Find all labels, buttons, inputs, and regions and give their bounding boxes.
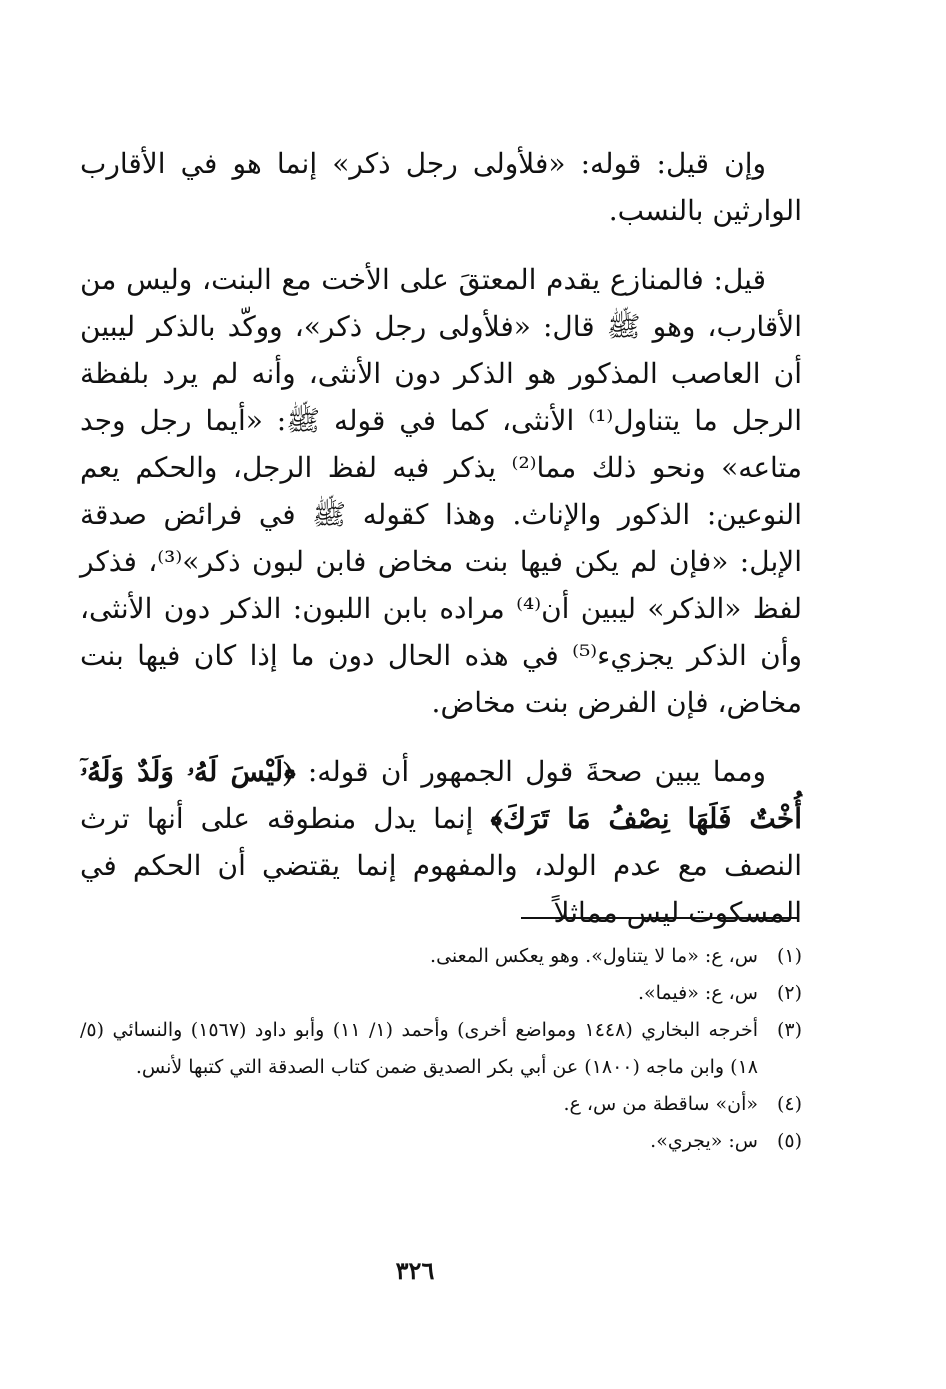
footnote-3 [80,1012,802,1086]
footnote-divider [521,917,797,919]
footnote-number: (٥) [776,1130,802,1152]
paragraph-3-rest: إنما يدل منطوقه على أنها ترث النصف مع عدم الولد، والمفهوم إنما يقتضي أن الحكم في المسكوت ليس مماثلاً [80,802,802,929]
footnote-text: س، ع: «ما لا يتناول». وهو يعكس المعنى. [430,945,758,967]
paragraph-3 [80,748,802,936]
quran-verse: ﴿لَيْسَ لَهُۥ وَلَدٌ وَلَهُۥٓ أُخْتٌ فَلَهَا نِصْفُ مَا تَرَكَ﴾ [80,755,802,835]
footnote-1 [80,938,802,975]
paragraph-3-intro: ومما يبين صحةَ قول الجمهور أن قوله: [307,755,766,788]
footnote-number: (٤) [776,1093,802,1115]
page-number: ٣٢٦ [395,1256,435,1285]
footnote-text: «أن» ساقطة من س، ع. [563,1093,758,1115]
footnote-4 [80,1086,802,1123]
footnote-number: (٢) [776,982,802,1004]
main-text-body [80,140,802,954]
footnote-text: س: «يجري». [650,1130,758,1152]
paragraph-2: قيل: فالمنازع يقدم المعتقَ على الأخت مع البنت، وليس من الأقارب، وهو ﷺ قال: «فلأولى رجل ذكر»، ووكّد بالذكر ليبين أن العاصب المذكور هو الذكر دون الأنثى، وأنه لم يرد بلفظة الرجل ما يتناول⁽¹⁾ الأنثى، كما في قوله ﷺ: «أيما رجل وجد متاعه» ونحو ذلك مما⁽²⁾ يذكر فيه لفظ الرجل، والحكم يعم النوعين: الذكور والإناث. وهذا كقوله ﷺ في فرائض صدقة الإبل: «فإن لم يكن فيها بنت مخاض فابن لبون ذكر»⁽³⁾، فذكر لفظ «الذكر» ليبين أن⁽⁴⁾ مراده بابن اللبون: الذكر دون الأنثى، وأن الذكر يجزيء⁽⁵⁾ في هذه الحال دون ما إذا كان فيها بنت مخاض، فإن الفرض بنت مخاض. [80,263,803,719]
footnote-number: (٣) [776,1019,802,1041]
footnote-2 [80,975,802,1012]
footnote-text: س، ع: «فيما». [637,982,758,1004]
footnote-text: أخرجه البخاري (١٤٤٨ ومواضع أخرى) وأحمد (١/ ١١) وأبو داود (١٥٦٧) والنسائي (٥/ ١٨) وابن ماجه (١٨٠٠) عن أبي بكر الصديق ضمن كتاب الصدقة التي كتبها لأنس. [80,1019,758,1078]
footnote-number: (١) [776,945,802,967]
paragraph-1: وإن قيل: قوله: «فلأولى رجل ذكر» إنما هو في الأقارب الوارثين بالنسب. [80,147,802,227]
footnotes-section [80,938,802,1160]
footnote-5 [80,1123,802,1160]
